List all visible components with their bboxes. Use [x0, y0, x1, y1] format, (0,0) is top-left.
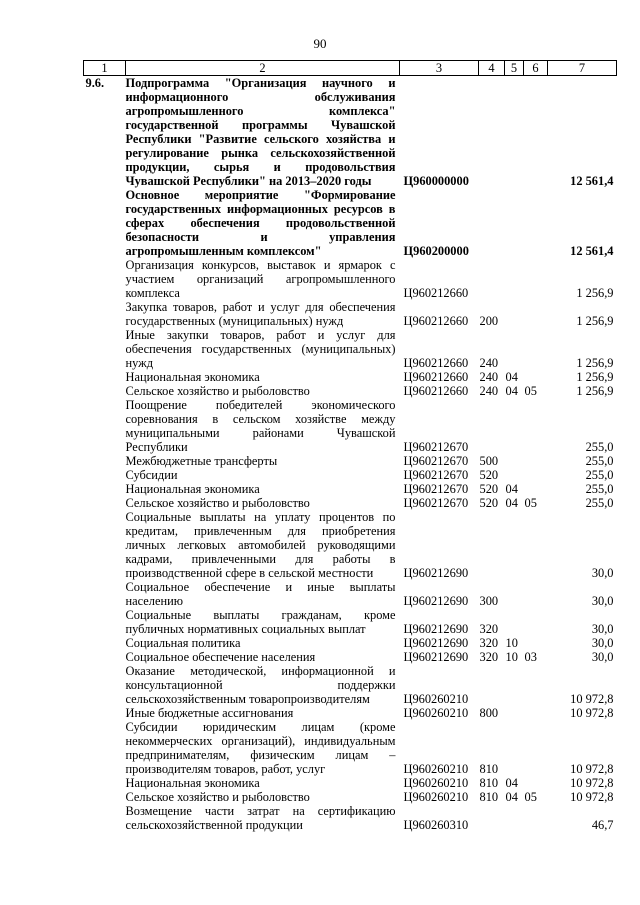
- row-number: [84, 636, 126, 650]
- row-number: [84, 580, 126, 608]
- row-section: [505, 608, 524, 636]
- row-subsection: [524, 258, 548, 300]
- table-row: [84, 664, 617, 706]
- table-row: [84, 776, 617, 790]
- row-section: [505, 804, 524, 832]
- row-expense-type: 520: [479, 482, 499, 496]
- table-row: [84, 510, 617, 580]
- table-row: [84, 496, 617, 510]
- row-expense-type: 810: [479, 790, 499, 804]
- row-section: [505, 720, 524, 776]
- row-subsection: [524, 706, 548, 720]
- table-row: [84, 328, 617, 370]
- row-amount: 255,0: [585, 482, 614, 496]
- row-subsection: [524, 468, 548, 482]
- row-target-code: Ц960212670: [403, 468, 469, 482]
- row-amount: 255,0: [585, 454, 614, 468]
- table-row: [84, 706, 617, 720]
- row-amount: 12 561,4: [570, 174, 614, 188]
- page-number: 90: [313, 36, 327, 51]
- row-expense-type: [479, 804, 505, 832]
- row-section: 04: [505, 384, 518, 398]
- row-subsection: [524, 804, 548, 832]
- row-number: [84, 300, 126, 328]
- row-target-code: Ц960212660: [403, 314, 469, 328]
- row-name: Субсидии: [125, 468, 178, 482]
- table-row: [84, 804, 617, 832]
- row-name: Основное мероприятие "Формирование государственных информационных ресурсов в сферах обеспечения продовольственной безопасности и управления агропромышленным комплексом": [125, 188, 396, 258]
- row-number: [84, 706, 126, 720]
- row-name: Социальное обеспечение населения: [125, 650, 316, 664]
- header-col-4: 4: [479, 61, 505, 76]
- table-row: [84, 720, 617, 776]
- budget-table: [83, 60, 617, 832]
- row-target-code: Ц960212670: [403, 496, 469, 510]
- row-section: 10: [505, 636, 518, 650]
- row-number: [84, 398, 126, 454]
- row-amount: 10 972,8: [570, 706, 614, 720]
- row-expense-type: [479, 510, 505, 580]
- row-subsection: [524, 636, 548, 650]
- row-expense-type: 520: [479, 496, 499, 510]
- header-col-3: 3: [400, 61, 479, 76]
- row-number: [84, 510, 126, 580]
- row-subsection: [524, 580, 548, 608]
- row-amount: 30,0: [591, 566, 614, 580]
- row-amount: 1 256,9: [576, 286, 614, 300]
- row-expense-type: [479, 398, 505, 454]
- row-name: Закупка товаров, работ и услуг для обеспечения государственных (муниципальных) нужд: [125, 300, 396, 328]
- row-target-code: Ц960200000: [403, 244, 469, 258]
- row-amount: 1 256,9: [576, 384, 614, 398]
- row-number: [84, 328, 126, 370]
- row-subsection: [524, 720, 548, 776]
- row-number: [84, 608, 126, 636]
- row-number: 9.6.: [85, 76, 105, 90]
- table-row: [84, 454, 617, 468]
- row-name: Оказание методической, информационной и консультационной поддержки сельскохозяйственным товаропроизводителям: [125, 664, 396, 706]
- row-section: [505, 510, 524, 580]
- row-amount: 10 972,8: [570, 790, 614, 804]
- row-subsection: [524, 370, 548, 384]
- table-row: [84, 636, 617, 650]
- table-row: [84, 482, 617, 496]
- row-subsection: [524, 776, 548, 790]
- row-number: [84, 384, 126, 398]
- row-expense-type: 320: [479, 622, 499, 636]
- row-subsection: 05: [524, 384, 537, 398]
- row-section: [505, 76, 524, 189]
- row-number: [84, 482, 126, 496]
- row-section: [505, 328, 524, 370]
- row-amount: 12 561,4: [570, 244, 614, 258]
- row-name: Субсидии юридическим лицам (кроме некоммерческих организаций), индивидуальным предпринимателям, физическим лицам – производителям товаров, работ, услуг: [125, 720, 396, 776]
- table-row: [84, 300, 617, 328]
- row-expense-type: 240: [479, 356, 499, 370]
- table-row: [84, 468, 617, 482]
- row-number: [84, 188, 126, 258]
- row-section: [505, 706, 524, 720]
- row-expense-type: 500: [479, 454, 499, 468]
- row-expense-type: 300: [479, 594, 499, 608]
- row-target-code: Ц960212690: [403, 594, 469, 608]
- row-expense-type: 200: [479, 314, 499, 328]
- row-target-code: Ц960260210: [403, 790, 469, 804]
- row-subsection: [524, 398, 548, 454]
- row-subsection: 03: [524, 650, 537, 664]
- row-section: [505, 580, 524, 608]
- table-row: [84, 790, 617, 804]
- row-expense-type: [479, 664, 505, 706]
- row-name: Иные бюджетные ассигнования: [125, 706, 294, 720]
- row-amount: 46,7: [591, 818, 614, 832]
- row-expense-type: [479, 76, 505, 189]
- row-target-code: Ц960212690: [403, 622, 469, 636]
- table-row: [84, 188, 617, 258]
- row-subsection: [524, 188, 548, 258]
- table-row: [84, 370, 617, 384]
- row-amount: 1 256,9: [576, 370, 614, 384]
- row-name: Поощрение победителей экономического соревнования в сельском хозяйстве между муниципальными районами Чувашской Республики: [125, 398, 396, 454]
- header-col-5: 5: [505, 61, 524, 76]
- row-name: Подпрограмма "Организация научного и информационного обслуживания агропромышленного комплекса" государственной программы Чувашской Республики "Развитие сельского хозяйства и регулирование рынка сельскохозяйственной продукции, сырья и продовольствия Чувашской Республики" на 2013–2020 годы: [125, 76, 396, 188]
- table-row: [84, 384, 617, 398]
- row-name: Иные закупки товаров, работ и услуг для обеспечения государственных (муниципальных) нужд: [125, 328, 396, 370]
- row-expense-type: 320: [479, 636, 499, 650]
- row-section: 04: [505, 482, 518, 496]
- row-target-code: Ц960212670: [403, 482, 469, 496]
- row-subsection: [524, 300, 548, 328]
- row-subsection: [524, 664, 548, 706]
- row-expense-type: 320: [479, 650, 499, 664]
- row-expense-type: 810: [479, 776, 499, 790]
- row-name: Национальная экономика: [125, 370, 260, 384]
- row-target-code: Ц960212660: [403, 384, 469, 398]
- table-row: [84, 650, 617, 664]
- row-name: Сельское хозяйство и рыболовство: [125, 496, 310, 510]
- row-target-code: Ц960212690: [403, 566, 469, 580]
- row-expense-type: 800: [479, 706, 499, 720]
- row-target-code: Ц960212690: [403, 636, 469, 650]
- row-name: Социальные выплаты гражданам, кроме публичных нормативных социальных выплат: [125, 608, 396, 636]
- table-row: [84, 258, 617, 300]
- table-row: [84, 398, 617, 454]
- row-subsection: 05: [524, 790, 537, 804]
- row-subsection: [524, 608, 548, 636]
- row-name: Национальная экономика: [125, 776, 260, 790]
- row-name: Сельское хозяйство и рыболовство: [125, 384, 310, 398]
- header-col-2: 2: [126, 61, 400, 76]
- row-target-code: Ц960212660: [403, 370, 469, 384]
- row-name: Межбюджетные трансферты: [125, 454, 278, 468]
- row-expense-type: 520: [479, 468, 499, 482]
- row-amount: 10 972,8: [570, 692, 614, 706]
- row-name: Социальные выплаты на уплату процентов по кредитам, привлеченным для приобретения личных легковых автомобилей руководящими кадрами, привлеченными для работы в производственной сфере в сельской местности: [125, 510, 396, 580]
- row-number: [84, 370, 126, 384]
- row-number: [84, 496, 126, 510]
- header-col-1: 1: [84, 61, 126, 76]
- row-amount: 30,0: [591, 636, 614, 650]
- row-expense-type: [479, 258, 505, 300]
- row-section: [505, 258, 524, 300]
- row-target-code: Ц960212660: [403, 286, 469, 300]
- row-section: 04: [505, 496, 518, 510]
- row-section: 04: [505, 370, 518, 384]
- row-section: [505, 454, 524, 468]
- table-row: [84, 76, 617, 189]
- table-row: [84, 608, 617, 636]
- row-name: Сельское хозяйство и рыболовство: [125, 790, 310, 804]
- row-section: [505, 300, 524, 328]
- row-number: [84, 790, 126, 804]
- row-section: [505, 398, 524, 454]
- row-expense-type: 240: [479, 370, 499, 384]
- row-target-code: Ц960260210: [403, 762, 469, 776]
- row-section: 04: [505, 776, 518, 790]
- row-subsection: [524, 76, 548, 189]
- row-number: [84, 776, 126, 790]
- row-target-code: Ц960000000: [403, 174, 469, 188]
- row-section: 10: [505, 650, 518, 664]
- row-amount: 30,0: [591, 650, 614, 664]
- row-number: [84, 468, 126, 482]
- row-number: [84, 258, 126, 300]
- row-number: [84, 664, 126, 706]
- row-name: Социальное обеспечение и иные выплаты населению: [125, 580, 396, 608]
- row-expense-type: [479, 188, 505, 258]
- row-target-code: Ц960260210: [403, 692, 469, 706]
- row-number: [84, 804, 126, 832]
- row-section: [505, 468, 524, 482]
- row-number: [84, 650, 126, 664]
- row-amount: 10 972,8: [570, 776, 614, 790]
- row-subsection: [524, 454, 548, 468]
- table-row: [84, 580, 617, 608]
- row-target-code: Ц960260210: [403, 706, 469, 720]
- row-amount: 255,0: [585, 440, 614, 454]
- row-amount: 1 256,9: [576, 356, 614, 370]
- row-target-code: Ц960260210: [403, 776, 469, 790]
- row-target-code: Ц960212670: [403, 454, 469, 468]
- row-amount: 255,0: [585, 496, 614, 510]
- row-name: Социальная политика: [125, 636, 241, 650]
- row-expense-type: 810: [479, 762, 499, 776]
- row-section: 04: [505, 790, 518, 804]
- table-header-row: [84, 61, 617, 76]
- row-amount: 30,0: [591, 622, 614, 636]
- row-amount: 1 256,9: [576, 314, 614, 328]
- row-subsection: 05: [524, 496, 537, 510]
- header-col-6: 6: [524, 61, 548, 76]
- row-name: Национальная экономика: [125, 482, 260, 496]
- row-target-code: Ц960260310: [403, 818, 469, 832]
- row-target-code: Ц960212660: [403, 356, 469, 370]
- row-name: Возмещение части затрат на сертификацию сельскохозяйственной продукции: [125, 804, 396, 832]
- row-number: [84, 454, 126, 468]
- row-target-code: Ц960212690: [403, 650, 469, 664]
- row-section: [505, 664, 524, 706]
- row-name: Организация конкурсов, выставок и ярмарок с участием организаций агропромышленного комплекса: [125, 258, 396, 300]
- row-subsection: [524, 510, 548, 580]
- row-expense-type: 240: [479, 384, 499, 398]
- row-target-code: Ц960212670: [403, 440, 469, 454]
- row-number: [84, 720, 126, 776]
- header-col-7: 7: [548, 61, 617, 76]
- row-amount: 255,0: [585, 468, 614, 482]
- row-subsection: [524, 482, 548, 496]
- row-subsection: [524, 328, 548, 370]
- row-amount: 10 972,8: [570, 762, 614, 776]
- row-amount: 30,0: [591, 594, 614, 608]
- row-section: [505, 188, 524, 258]
